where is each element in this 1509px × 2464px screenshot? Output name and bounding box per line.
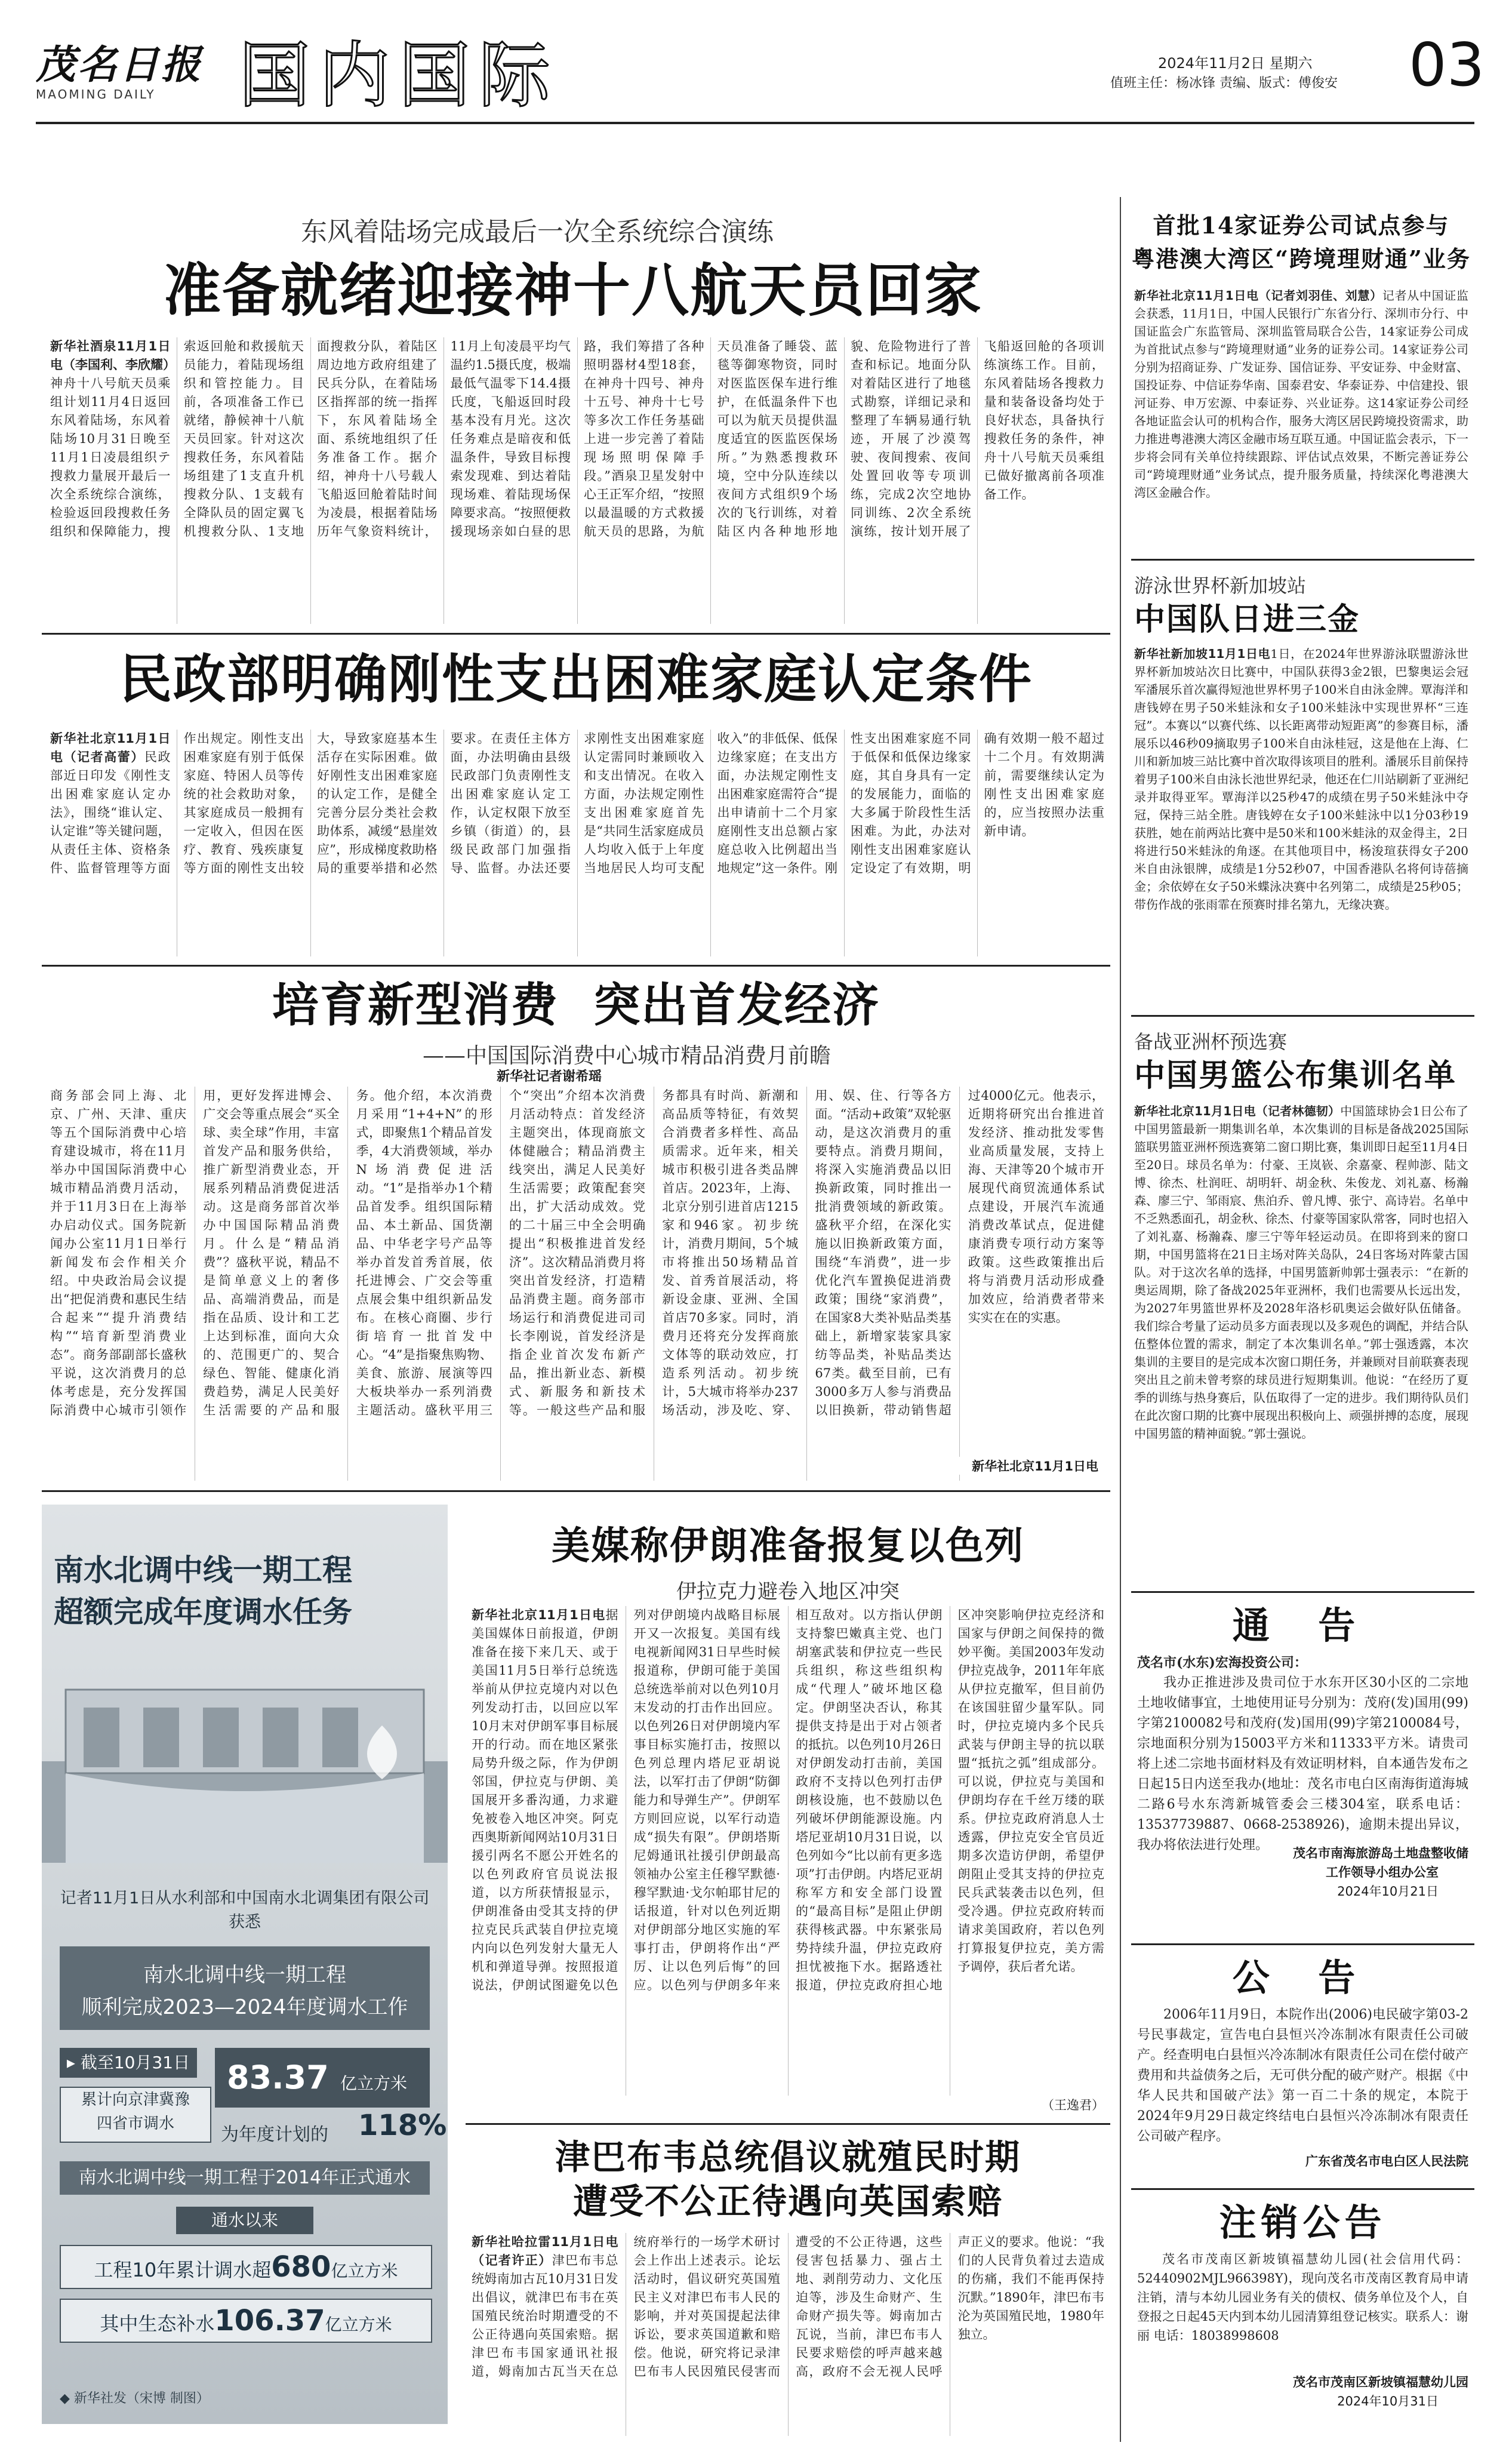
n3-date: 2024年10月31日 [1337, 2394, 1439, 2408]
info-tong: 南水北调中线一期工程于2014年正式通水 [60, 2161, 430, 2195]
n2-body [1137, 2005, 1468, 2149]
info-pct-value: 118% [358, 2109, 447, 2142]
info-eco-unit: 亿立方米 [325, 2315, 392, 2334]
a1-body [50, 337, 1104, 624]
s2-text: 1日，在2024年世界游泳联盟游泳世界杯新加坡站次日比赛中，中国队获得3金2银，巴黎奥运会冠军潘展乐首次赢得短池世界杯男子100米自由泳金牌。覃海洋和唐钱婷在男子50米蛙泳和女子100米蛙泳中实现世界杯“三连冠”。本赛以“以赛代练、以长距离带动短距离”的参赛目标，潘展乐以46秒09摘取男子100米自由泳桂冠，这是他在上海、仁川和新加坡三站比赛中首次取得该项目的胜利。潘展乐目前保持着男子100米自由泳长池世界纪录，他还在仁川站刷新了亚洲纪录并取得亚军。覃海洋以25秒47的成绩在男子50米蛙泳中夺冠，保持三站全胜。唐钱婷在女子100米蛙泳中以1分03秒19获胜，她在前两站比赛中是50米和100米蛙泳的双金得主，2日将进行50米蛙泳的角逐。在其他项目中，杨浚瑄获得女子200米自由泳银牌，成绩是1分52秒07，中国香港队名将何诗蓓摘金；余依婷在女子50米蝶泳决赛中名列第二，成绩是25秒05；带伤作战的张雨霏在预赛时排名第九，无缘决赛。 [1134, 647, 1469, 912]
a4-subtitle: 伊拉克力避卷入地区冲突 [676, 1580, 900, 1604]
info-total-unit: 亿立方米 [331, 2261, 398, 2281]
n3-text: 茂名市茂南区新坡镇福慧幼儿园(社会信用代码：52440902MJL966398Y)，现向茂名市茂南区教育局申请注销，清与本幼儿园业务有关的债权、债务单位及个人，自登报之日起45天内到本幼儿园清算组登记核实。联系人：谢丽 电话：18038998608 [1137, 2252, 1468, 2343]
s2-title: 中国队日进三金 [1134, 601, 1360, 638]
a5-body [472, 2233, 1104, 2436]
n1-to: 茂名市(水东)宏海投资公司： [1137, 1655, 1307, 1671]
s1-body [1134, 287, 1468, 549]
n3-sign: 茂名市茂南区新坡镇福慧幼儿园 [1293, 2375, 1468, 2389]
logo-en: MAOMING DAILY [36, 87, 156, 101]
info-intro: 记者11月1日从水利部和中国南水北调集团有限公司获悉 [60, 1889, 430, 1931]
a4-text: 据美国媒体日前报道，伊朗准备在接下来几天、或于美国11月5日举行总统选举前从伊拉克境内对以色列发动打击，以回应以军10月末对伊朗军事目标展开的行动。而在地区紧张局势升级之际，作为伊朗邻国，伊拉克与伊朗、美国展开多番沟通，力求避免被卷入地区冲突。阿克西奥斯新闻网站10月31日援引两名不愿公开姓名的以色列政府官员说法报道，以方所获情报显示，伊朗准备由受其支持的伊拉克民兵武装自伊拉克境内向以色列发射大量无人机和弹道导弹。按照报道说法，伊朗试图避免以色列对伊朗境内战略目标展开又一次报复。美国有线电视新闻网31日早些时候报道称，伊朗可能于美国总统选举前对以色列10月末发动的打击作出回应。以色列26日对伊朗境内军事目标实施打击，按照以色列总理内塔尼亚胡说法，以军打击了伊朗“防御能力和导弹生产”。伊朗军方则回应说，以军行动造成“损失有限”。伊朗塔斯尼姆通讯社援引伊朗最高领袖办公室主任穆罕默德·穆罕默迪·戈尔帕耶甘尼的话报道，针对以色列近期对伊朗部分地区实施的军事打击，伊朗将作出“严厉、让以色列后悔”的回应。以色列与伊朗多年来相互敌对。以方指认伊朗支持黎巴嫩真主党、也门胡塞武装和伊拉克一些民兵组织，称这些组织构成“代理人”破坏地区稳定。伊朗坚决否认，称其提供支持是出于对占领者的抵抗。以色列10月26日对伊朗发动打击前，美国政府不支持以色列打击伊朗核设施，也不鼓励以色列破坏伊朗能源设施。内塔尼亚胡10月31日说，以色列如今“比以前有更多选项”打击伊朗。内塔尼亚胡称军方和安全部门设置的“最高目标”是阻止伊朗获得核武器。中东紧张局势持续升温，伊拉克政府担忧被拖下水。据路透社报道，伊拉克政府担心地区冲突影响伊拉克经济和国家与伊朗之间保持的微妙平衡。美国2003年发动伊拉克战争，2011年年底从伊拉克撤军，但目前仍在该国驻留少量军队。同时，伊拉克境内多个民兵武装与伊朗主导的抗以联盟“抵抗之弧”组成部分。可以说，伊拉克与美国和伊朗均存在千丝万缕的联系。伊拉克政府消息人士透露，伊拉克安全官员近期多次造访伊朗，希望伊朗阻止受其支持的伊拉克民兵武装袭击以色列，但受冷遇。伊拉克政府转而请求美国政府，若以色列打算报复伊拉克，美方需予调停，获后者允诺。 [472, 1608, 1104, 1992]
a2-bottom-rule [42, 965, 1110, 967]
s2-byline: 新华社新加坡11月1日电 [1134, 647, 1271, 661]
n1-sign-2: 工作领导小组办公室 [1326, 1865, 1439, 1879]
info-cutoff [60, 2048, 197, 2078]
a1-bottom-rule [42, 633, 1110, 635]
n1-text: 我办正推进涉及贵司位于水东开区30小区的二宗地土地收储事宜，土地使用证号分别为：茂府(发)国用(99)字第2100082号和茂府(发)国用(99)字第2100084号，宗地面积分别为15003平方米和11333平方米。请贵司将上述二宗地书面材料及有效证明材料，自本通告发布之日起15日内送至我办(地址：茂名市电白区南海街道海城二路6号水东湾新城管委会三楼304室，联系电话：13537739887、0668-2538926)，逾期未提出异议，我办将依法进行处理。 [1137, 1675, 1468, 1853]
infographic [42, 1505, 448, 2424]
a2-byline: 新华社北京11月1日电（记者高蕾） [50, 731, 171, 764]
a4-bottom-rule [466, 2123, 1110, 2125]
a1-title: 准备就绪迎接神十八航天员回家 [164, 257, 983, 324]
info-total-value: 680 [271, 2250, 331, 2284]
date-line: 2024年11月2日 星期六 [1158, 55, 1313, 72]
s2-body [1134, 645, 1468, 1003]
s3-title: 中国男篮公布集训名单 [1134, 1057, 1457, 1094]
s2-kicker: 游泳世界杯新加坡站 [1134, 574, 1307, 597]
a4-title: 美媒称伊朗准备报复以色列 [552, 1524, 1024, 1568]
a4-body [472, 1606, 1104, 2096]
info-cum-unit: 亿立方米 [340, 2074, 408, 2093]
dam-illustration [42, 1636, 448, 1863]
n1-sign-1: 茂名市南海旅游岛土地盘整收储 [1293, 1846, 1468, 1860]
a2-body [50, 730, 1104, 956]
s1-text: 记者从中国证监会获悉，11月1日，中国人民银行广东省分行、深圳市分行、中国证监会广东监管局、深圳监管局联合公告，14家证券公司成为首批试点参与“跨境理财通”业务的证券公司。14家证券公司分别为招商证券、广发证券、国信证券、平安证券、中金财富、国投证券、中信证券华南、国泰君安、华泰证券、中信建投、银河证券、申万宏源、中泰证券、兴业证券。这14家证券公司经各地证监会认可的机构合作，服务大湾区居民跨境投资需求，助力推进粤港澳大湾区金融市场互联互通。中国证监会表示，下一步将会同有关单位持续跟踪、评估试点效果，不断完善证券公司“跨境理财通”业务试点，提升服务质量，持续深化粤港澳大湾区金融合作。 [1134, 288, 1469, 500]
s3-kicker: 备战亚洲杯预选赛 [1134, 1030, 1288, 1053]
s2-bottom-rule [1131, 1015, 1474, 1017]
info-title-2: 超额完成年度调水任务 [54, 1595, 352, 1629]
info-eco [60, 2299, 432, 2343]
a3-subtitle: ——中国国际消费中心城市精品消费月前瞻 [422, 1044, 831, 1068]
logo-text: 茂名日报 [36, 41, 203, 88]
n1-date: 2024年10月21日 [1337, 1884, 1439, 1899]
a3-dateline: 新华社北京11月1日电 [895, 1457, 1098, 1475]
a5-byline: 新华社哈拉雷11月1日电（记者许正） [472, 2235, 618, 2268]
info-cum-box [215, 2048, 430, 2108]
s3-body [1134, 1102, 1468, 1580]
notice-3 [1131, 2188, 1474, 2438]
a3-text: 商务部会同上海、北京、广州、天津、重庆等五个国际消费中心培育建设城市，将在11月举办中国国际消费中心城市精品消费月活动，并于11月3日在上海举办启动仪式。国务院新闻办公室11月1日举行新闻发布会作相关介绍。中央政治局会议提出“把促消费和惠民生结合起来”“提升消费结构”“培育新型消费业态”。商务部副部长盛秋平说，这次消费月的总体考虑是，充分发挥国际消费中心城市引领作用，更好发挥进博会、广交会等重点展会“买全球、卖全球”作用，丰富首发产品和服务供给，推广新型消费业态，开展系列精品消费促进活动。这是商务部首次举办中国国际精品消费月。什么是“精品消费”？盛秋平说，精品不是简单意义上的奢侈品、高端消费品，而是指在品质、设计和工艺上达到标准，面向大众的、范围更广的、契合绿色、智能、健康化消费趋势，满足人民美好生活需要的产品和服务。他介绍，本次消费月采用“1+4+N”的形式，即聚焦1个精品首发季，4大消费领域，举办N场消费促进活动。“1”是指举办1个精品首发季。组织国际精品、本土新品、国货潮品、中华老字号产品等举办首发首秀首展，依托进博会、广交会等重点展会集中组织新品发布。在核心商圈、步行街培育一批首发中心。“4”是指聚焦购物、美食、旅游、展演等四大板块举办一系列消费主题活动。盛秋平用三个“突出”介绍本次消费月活动特点：首发经济主题突出，体现商旅文体健融合；精品消费主线突出，满足人民美好生活需要；政策配套突出，扩大活动成效。党的二十届三中全会明确提出“积极推进首发经济”。这次精品消费月将突出首发经济，打造精品消费主题。商务部市场运行和消费促进司司长李刚说，首发经济是指企业首次发布新产品，推出新业态、新模式、新服务和新技术等。一般这些产品和服务都具有时尚、新潮和高品质等特征，有效契合消费者多样性、高品质需求。近年来，相关城市积极引进各类品牌首店。2023年，上海、北京分别引进首店1215家和946家。初步统计，消费月期间，5个城市将推出50场精品首发、首秀首展活动，将新设金康、亚洲、全国首店70多家。同时，消费月还将充分发挥商旅文体等的联动效应，打造系列活动。初步统计，5大城市将举办237场活动，涉及吃、穿、用、娱、住、行等各方面。“活动+政策”双轮驱动，是这次消费月的重要特点。消费月期间，将深入实施消费品以旧换新政策，同时推出一批消费领域的新政策。盛秋平介绍，在深化实施以旧换新政策方面，围绕“车消费”，进一步优化汽车置换促进消费政策；围绕“家消费”，在国家8大类补贴品类基础上，新增家装家具家纺等品类，补贴品类达67类。截至目前，已有3000多万人参与消费品以旧换新，带动销售超过4000亿元。他表示，近期将研究出台推进首发经济、推动批发零售业高质量发展，支持上海、天津等20个城市开展现代商贸流通体系试点建设，开展汽车流通消费改革试点，促进健康消费专项行动方案等政策。这些政策推出后将与消费月活动形成叠加效应，给消费者带来实实在在的实惠。 [50, 1088, 1104, 1417]
notice-2 [1131, 1943, 1474, 2178]
masthead-rule [36, 122, 1474, 124]
xinhua-logo-icon: ◆ [60, 2391, 74, 2406]
a1-kicker: 东风着陆场完成最后一次全系统综合演练 [301, 217, 774, 247]
a2-text: 民政部近日印发《刚性支出困难家庭认定办法》，围绕“谁认定、认定谁”等关键问题，从责任主体、资格条件、监督管理等方面作出规定。刚性支出困难家庭有别于低保家庭、特困人员等传统的社会救助对象，其家庭成员一般拥有一定收入，但因在医疗、教育、残疾康复等方面的刚性支出较大，导致家庭基本生活存在实际困难。做好刚性支出困难家庭的认定工作，是健全完善分层分类社会救助体系，减缓“悬崖效应”，形成梯度救助格局的重要举措和必然要求。在责任主体方面，办法明确由县级民政部门负责刚性支出困难家庭认定工作，认定权限下放至乡镇（街道）的，县级民政部门加强指导、监督。办法还要求刚性支出困难家庭认定需同时兼顾收入和支出情况。在收入方面，办法规定刚性支出困难家庭首先是“共同生活家庭成员人均收入低于上年度当地居民人均可支配收入”的非低保、低保边缘家庭；在支出方面，办法规定刚性支出困难家庭需符合“提出申请前十二个月家庭刚性支出总额占家庭总收入比例超出当地规定”这一条件。刚性支出困难家庭不同于低保和低保边缘家庭，其自身具有一定的发展能力，面临的大多属于阶段性生活困难。为此，办法对刚性支出困难家庭认定设定了有效期，明确有效期一般不超过十二个月。有效期满前，需要继续认定为刚性支出困难家庭的，应当按照办法重新申请。 [50, 731, 1104, 875]
info-since: 通水以来 [176, 2207, 313, 2234]
info-box [60, 1946, 430, 2030]
info-box-line-1: 南水北调中线一期工程 [143, 1963, 346, 1987]
a4-byline: 新华社北京11月1日电 [472, 1608, 606, 1622]
page-number: 03 [1409, 30, 1485, 100]
n1-title: 通 告 [1232, 1604, 1374, 1647]
info-cutoff-label: 截至10月31日 [80, 2053, 190, 2072]
s1-title: 首批14家证券公司试点参与 粤港澳大湾区“跨境理财通”业务 [1132, 212, 1471, 272]
a3-byline: 新华社记者谢希瑶 [496, 1069, 602, 1084]
info-credit [60, 2388, 210, 2407]
s1-byline: 新华社北京11月1日电（记者刘羽佳、刘慧） [1134, 288, 1382, 303]
n3-title: 注销公告 [1219, 2201, 1387, 2244]
s3-text: 中国篮球协会1日公布了中国男篮最新一期集训名单，本次集训的目标是备战2025国际篮联男篮亚洲杯预选赛第二窗口期比赛，集训即日起至11月4日至20日。球员名单为：付豪、王岚嵚、余嘉豪、程帅澎、陆文博、徐杰、杜润旺、胡明轩、胡金秋、朱俊龙、刘礼嘉、杨瀚森、廖三宁、邹雨宸、焦泊乔、曾凡博、张宁、高诗岩。名单中不乏熟悉面孔，胡金秋、徐杰、付豪等国家队常客，同时也招入了刘礼嘉、杨瀚森、廖三宁等年轻运动员。在即将到来的窗口期，中国男篮将在21日主场对阵关岛队，24日客场对阵蒙古国队。对于这次名单的选择，中国男篮新帅郭士强表示：“在新的奥运周期，除了备战2025年亚洲杯，我们也需要从长远出发，为2027年男篮世界杯及2028年洛杉矶奥运会做好队伍储备。我们综合考量了运动员多方面表现以及多观色的调配，并结合队伍整体位置的需求，制定了本次集训名单。”郭士强透露，本次集训的主要目的是完成本次窗口期任务，并兼顾对目前联赛表现突出且之前未曾考察的球员进行短期集训。他说：“在经历了夏季的训练与热身赛后，队伍取得了一定的进步。我们期待队员们在此次窗口期的比赛中展现出积极向上、顽强拼搏的态度，展现中国男篮的精神面貌。”郭士强说。 [1134, 1104, 1469, 1441]
a3-bottom-rule [42, 1490, 1110, 1492]
s3-byline: 新华社北京11月1日电（记者林德韧） [1134, 1104, 1341, 1118]
masthead-logo [36, 41, 215, 101]
n2-sign: 广东省茂名市电白区人民法院 [1305, 2154, 1468, 2168]
section-title: 国内国际 [239, 35, 559, 118]
a3-title: 培育新型消费 突出首发经济 [272, 978, 880, 1032]
triangle-icon: ▸ [66, 2053, 81, 2072]
notice-1 [1131, 1591, 1474, 1933]
n3-body [1137, 2250, 1468, 2369]
info-pct-label: 为年度计划的 [221, 2124, 328, 2145]
info-eco-label: 其中生态补水 [100, 2312, 215, 2335]
info-credit-text: 新华社发（宋博 制图） [73, 2391, 210, 2406]
a2-title: 民政部明确刚性支出困难家庭认定条件 [119, 648, 1033, 710]
editor-line: 值班主任：杨冰锋 责编、版式：傅俊安 [1110, 76, 1338, 91]
info-eco-value: 106.37 [214, 2304, 325, 2337]
a5-text: 津巴布韦总统姆南加古瓦10月31日发出倡议，就津巴布韦在英国殖民统治时期遭受的不公正待遇向英国索赔。据津巴布韦国家通讯社报道，姆南加古瓦当天在总统府举行的一场学术研讨会上作出上述表示。论坛活动时，倡议研究英国殖民主义对津巴布韦人民的影响，并对英国提起法律诉讼，要求英国道歉和赔偿。他说，研究将记录津巴布韦人民因殖民侵害而遭受的不公正待遇，这些侵害包括暴力、强占土地、剥削劳动力、文化压迫等，涉及生命财产、生命财产损失等。姆南加古瓦说，当前，津巴布韦人民要求赔偿的呼声越来越高，政府不会无视人民呼声正义的要求。他说：“我们的人民背负着过去造成的伤痛，我们不能再保持沉默。”1890年，津巴布韦沦为英国殖民地，1980年独立。 [472, 2235, 1104, 2379]
info-box-line-2: 顺利完成2023—2024年度调水工作 [81, 1995, 408, 2019]
info-cum-value: 83.37 [227, 2059, 329, 2096]
s1-bottom-rule [1131, 559, 1474, 561]
column-divider [1120, 197, 1121, 2442]
a5-title: 津巴布韦总统倡议就殖民时期 遭受不公正待遇向英国索赔 [555, 2137, 1021, 2222]
info-cum-label: 累计向京津冀豫 四省市调水 [60, 2087, 211, 2143]
n2-text: 2006年11月9日，本院作出(2006)电民破字第03-2号民事裁定，宣告电白县恒兴冷冻制冰有限责任公司破产。经查明电白县恒兴冷冻制冰有限责任公司在偿付破产费用和共益债务之后，无可供分配的破产财产。根据《中华人民共和国破产法》第一百二十条的规定，本院于2024年9月29日裁定终结电白县恒兴冷冻制冰有限责任公司破产程序。 [1137, 2007, 1468, 2144]
a1-byline: 新华社酒泉11月1日电（李国利、李欣耀） [50, 339, 175, 372]
a3-body [50, 1087, 1104, 1481]
a4-author: （王逸君） [1042, 2098, 1104, 2112]
a1-text: 神舟十八号航天员乘组计划11月4日返回东风着陆场，东风着陆场10月31日晚至11月1日凌晨组织テ搜救力量展开最后一次全系统综合演练，检验返回段搜救任务组织和保障能力，搜索返回舱和救援航天员能力，着陆现场组织和管控能力。目前，各项准备工作已就绪，静候神十八航天员回家。针对这次搜救任务，东风着陆场组建了1支直升机搜救分队、1支载有全降队员的固定翼飞机搜救分队、1支地面搜救分队，着陆区周边地方政府组建了民兵分队，在着陆场区指挥部的统一指挥下，东风着陆场全面、系统地组织了任务准备工作。据介绍，神舟十八号载人飞船返回舱着陆时间为凌晨，根据着陆场历年气象资料统计，11月上旬凌晨平均气温约1.5摄氏度，极端最低气温零下14.4摄氏度，飞船返回时段基本没有月光。这次任务难点是暗夜和低温条件，导致目标搜索发现难、到达着陆现场难、着陆现场保障要求高。“按照便救援现场亲如白昼的思路，我们筹措了各种照明器材4型18套，在神舟十四号、神舟十五号、神舟十七号等多次工作任务基础上进一步完善了着陆现场照明保障手段。”酒泉卫星发射中心王正军介绍，“按照以最温暖的方式救援航天员的思路，为航天员准备了睡袋、蓝毯等御寒物资，同时对医监医保车进行维护，在低温条件下也可以为航天员提供温度适宜的医监医保场所。”为熟悉搜救环境，空中分队连续以夜间方式组织9个场次的飞行训练，对着陆区内各种地形地貌、危险物进行了普查和标记。地面分队对着陆区进行了地毯式勘察，详细记录和整理了车辆易通行轨迹，开展了沙漠驾驶、夜间搜索、夜间处置回收等专项训练，完成2次空地协同训练、2次全系统演练，按计划开展了飞船返回舱的各项训练演练工作。目前，东风着陆场各搜救力量和装备设备均处于良好状态，具备执行搜救任务的条件，神舟十八号航天员乘组已做好撤离前各项准备工作。 [50, 339, 1104, 539]
n2-title: 公 告 [1232, 1956, 1374, 1999]
info-title-1: 南水北调中线一期工程 [54, 1553, 352, 1588]
info-total-label: 工程10年累计调水超 [94, 2259, 272, 2281]
info-total [60, 2245, 432, 2289]
